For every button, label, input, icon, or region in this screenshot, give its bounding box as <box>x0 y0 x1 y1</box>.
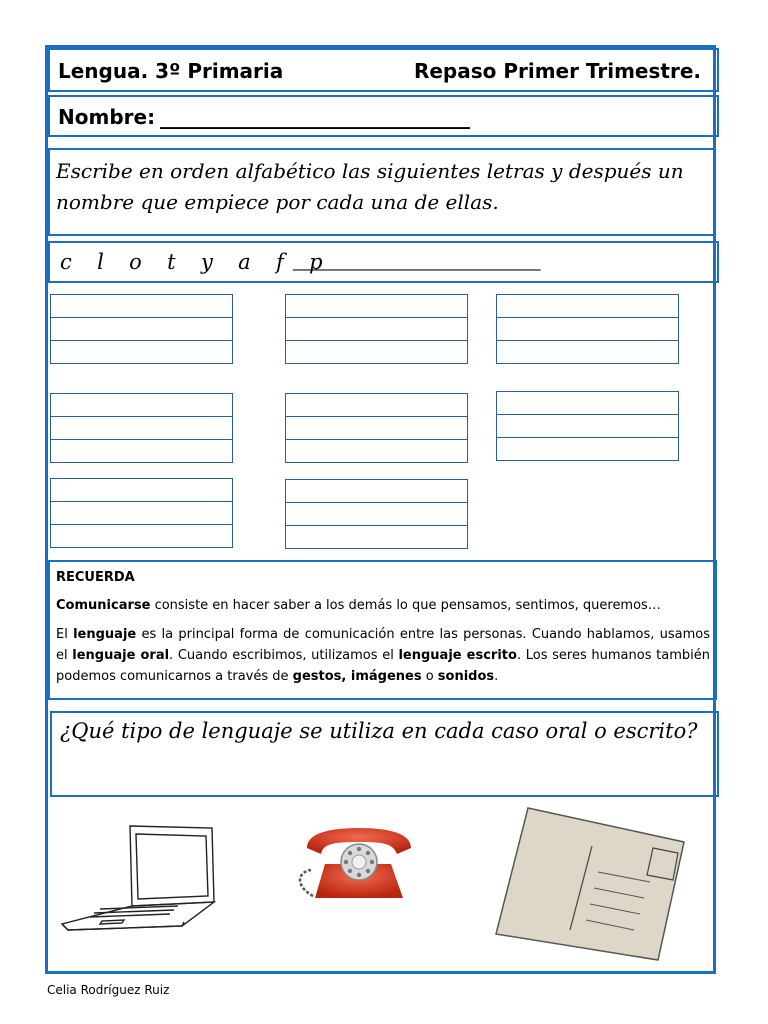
name-box <box>48 95 719 137</box>
term-lenguaje-oral: lenguaje oral <box>72 648 170 663</box>
header-box <box>48 48 719 92</box>
letters-box <box>48 241 719 283</box>
exercise1-instruction-box <box>48 148 715 236</box>
recuerda-text: consiste en hacer saber a los demás lo que pensamos, sentimos, queremos… <box>150 598 661 613</box>
writing-box[interactable] <box>496 391 679 461</box>
exercise1-instruction: Escribe en orden alfabético las siguientes letras y después un nombre que empiece por cada una de ellas. <box>56 159 684 214</box>
writing-box[interactable] <box>496 294 679 364</box>
recuerda-title: RECUERDA <box>56 570 135 585</box>
writing-box[interactable] <box>50 294 233 364</box>
footer-author: Celia Rodríguez Ruiz <box>47 983 170 997</box>
writing-box[interactable] <box>285 479 468 549</box>
name-label: Nombre: <box>58 105 156 129</box>
page-title: Repaso Primer Trimestre. <box>413 59 701 83</box>
term-comunicarse: Comunicarse <box>56 598 151 613</box>
recuerda-text: El <box>56 627 74 642</box>
recuerda-text: es la principal forma de comunicación entre las personas. Cuando hablamos, usamos el <box>56 627 710 663</box>
exercise2-question-box <box>50 711 719 797</box>
recuerda-text: o <box>421 669 438 684</box>
term-sonidos: sonidos <box>437 669 495 684</box>
writing-box[interactable] <box>50 478 233 548</box>
letters-sequence: c l o t y a f p <box>60 250 327 274</box>
writing-box[interactable] <box>50 393 233 463</box>
writing-box[interactable] <box>285 294 468 364</box>
term-gestos-imagenes: gestos, imágenes <box>292 669 422 684</box>
name-line[interactable]: _______________________________ <box>160 105 470 129</box>
recuerda-text: . Los seres humanos también podemos comunicarnos a través de <box>56 648 710 684</box>
term-lenguaje-escrito: lenguaje escrito <box>398 648 517 663</box>
writing-box[interactable] <box>285 393 468 463</box>
recuerda-text: . <box>494 669 499 684</box>
letters-answer-line[interactable]: _________________________________ <box>293 253 541 271</box>
postcard-icon <box>494 806 694 962</box>
exercise2-question: ¿Qué tipo de lenguaje se utiliza en cada caso oral o escrito? <box>60 719 698 743</box>
recuerda-paragraph-2 <box>56 624 710 687</box>
recuerda-box <box>48 560 717 700</box>
term-lenguaje: lenguaje <box>73 627 137 642</box>
recuerda-paragraph-1 <box>56 595 710 616</box>
telephone-icon <box>293 826 423 906</box>
laptop-icon <box>60 824 218 934</box>
recuerda-text: . Cuando escribimos, utilizamos el <box>169 648 399 663</box>
subject-title: Lengua. 3º Primaria <box>58 59 284 83</box>
